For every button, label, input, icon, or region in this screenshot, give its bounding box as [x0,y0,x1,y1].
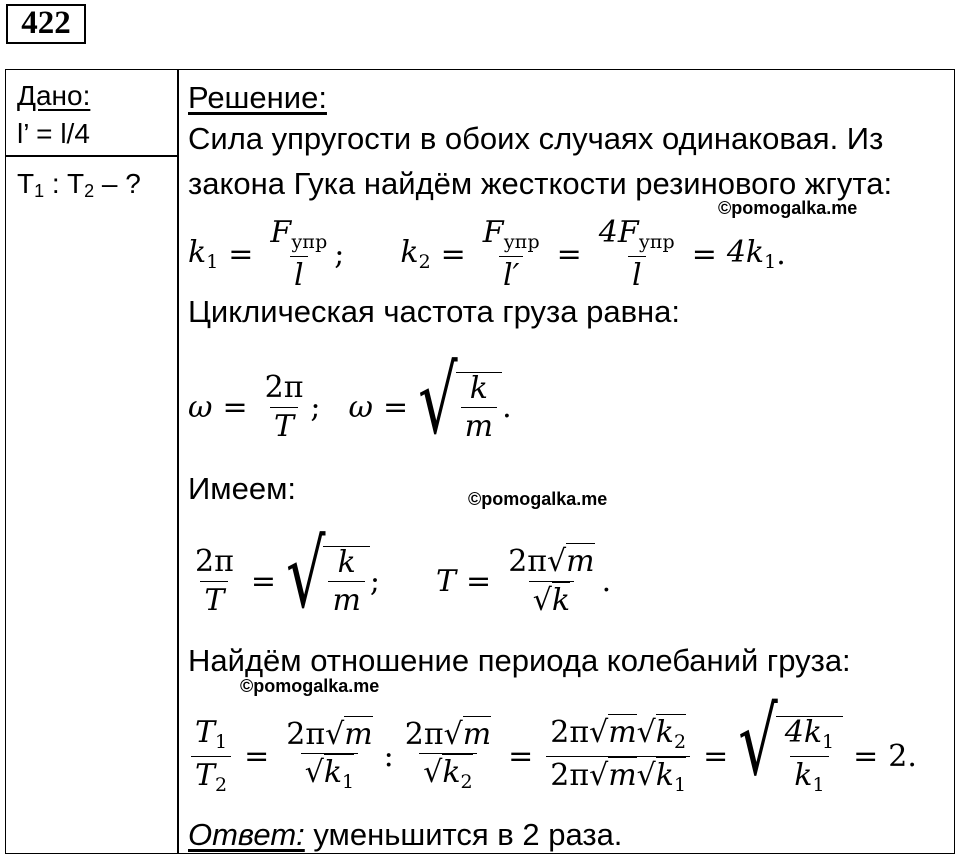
solution-label: Решение: [188,80,327,115]
solution-line-1: Сила упругости в обоих случаях одинаковая. Из [188,121,884,156]
fraction: $\frac{4F_{упр}}{l}$ [598,214,675,293]
answer [188,817,622,853]
find-colon: : T [44,168,85,199]
given-divider [5,155,178,157]
find-sub1: 1 [34,181,45,201]
fraction: $\frac{2\pi√m√k_2}{2\pi√m√k_1}$ [546,717,690,796]
fraction: $\frac{2\pi√m}{√k}$ [508,544,595,618]
given-condition: l’ = l/4 [17,118,90,149]
solution-line-3: Циклическая частота груза равна: [188,294,681,329]
fraction: $\frac{F_{упр}}{l'}$ [482,214,540,293]
find-t1: T [17,168,35,199]
watermark: ©pomogalka.me [240,676,380,696]
formula-ratio: $\frac{T_1}{T_2}$ = $\frac{2\pi√m}{√k_1}$ : $\frac{2\pi√m}{√k_2}$ = $\frac{2\pi√m√k_2}{2\pi√m√k_1}$ = √ $\frac{4k_1}{k_1}$ = 2. [188,700,917,812]
given-label: Дано: [17,80,91,111]
solution-line-5: Найдём отношение периода колебаний груза: [188,643,851,678]
fraction: $\frac{T_1}{T_2}$ [191,717,231,796]
fraction: $\frac{2\pi}{T}$ [195,544,234,618]
problem-number: 422 [6,4,86,44]
solution-line-2: закона Гука найдём жесткости резинового жгута: [188,166,893,201]
find-quantity [17,168,141,207]
fraction: $\frac{2\pi√m}{√k_1}$ [286,716,373,794]
formula-omega: ω = $\frac{2\pi}{T}$ ; ω = √ $\frac{k}{m}$ . [188,344,512,455]
fraction: $\frac{2\pi√m}{√k_2}$ [404,716,492,794]
square-root: √ $\frac{4k_1}{k_1}$ [738,716,843,796]
square-root: √ $\frac{k}{m}$ [286,546,370,617]
formula-stiffness: $k_1$ = $\frac{F_{упр}}{l}$ ; $k_2$ = $\frac{F_{упр}}{l'}$ = $\frac{4F_{упр}}{l}$ = $4k_1$ . [188,214,786,293]
solution-line-4: Имеем: [188,471,297,506]
watermark: ©pomogalka.me [718,198,858,218]
find-tail: – ? [94,168,141,199]
fraction: $\frac{2\pi}{T}$ [264,370,304,444]
answer-label: Ответ: [188,817,305,852]
square-root: √ $\frac{k}{m}$ [418,372,502,443]
column-divider [177,69,179,854]
fraction: $\frac{F_{упр}}{l}$ [270,214,328,293]
formula-period: $\frac{2\pi}{T}$ = √ $\frac{k}{m}$ ; T = $\frac{2\pi√m}{√k}$ . [188,526,611,636]
find-sub2: 2 [84,181,95,201]
watermark: ©pomogalka.me [468,489,608,509]
answer-text: уменьшится в 2 раза. [304,817,623,852]
